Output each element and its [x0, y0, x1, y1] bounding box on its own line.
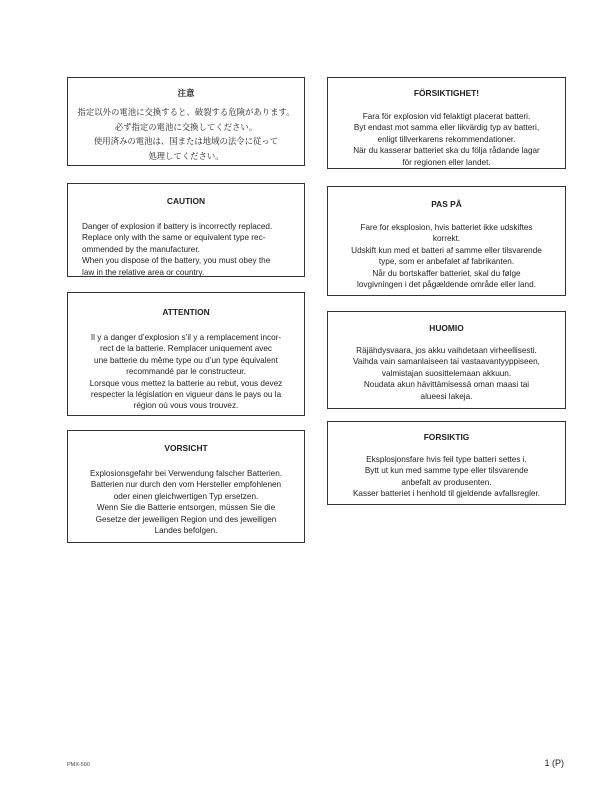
warning-line: Fare for eksplosion, hvis batteriet ikke udskiftes — [360, 223, 533, 232]
warning-line: une batterie du même type ou d’un type équivalent — [94, 355, 278, 365]
warning-box-swedish — [327, 77, 566, 169]
warning-title: FORSIKTIG — [423, 432, 470, 442]
warning-line: Byt endast mot samma eller likvärdig typ av batteri, — [353, 123, 540, 133]
warning-line: 必ず指定の電池に交換してください。 — [114, 121, 258, 132]
warning-title: FÖRSIKTIGHET! — [413, 88, 480, 98]
warning-line: valmistajan suosittelemaan akkuun. — [381, 368, 512, 378]
warning-line: ommended by the manufacturer. — [82, 244, 200, 254]
warning-line: Eksplosjonsfare hvis feil type batteri settes i. — [366, 455, 527, 464]
warning-line: När du kasserar batteriet ska du följa rådande lagar — [353, 146, 540, 156]
warning-line: respecter la législation en vigueur dans le pays ou la — [90, 390, 282, 400]
warning-line: Replace only with the same or equivalent type rec- — [82, 233, 266, 243]
warning-line: When you dispose of the battery, you must obey the — [82, 256, 271, 266]
warning-line: korrekt. — [432, 234, 461, 244]
warning-line: type, som er anbefalet af fabrikanten. — [378, 257, 515, 267]
warning-line: Batterien nur durch den vom Hersteller empfohlenen — [90, 480, 282, 490]
warning-line: 使用済みの電池は、国または地域の法令に従って — [93, 136, 279, 147]
warning-line: Vaihda vain samanlaiseen tai vastaavantyyppiseen, — [353, 357, 540, 367]
warning-title: CAUTION — [166, 196, 206, 206]
warning-line: Danger of explosion if battery is incorrectly replaced. — [82, 222, 273, 231]
page-number: 1 (P) — [544, 758, 564, 768]
warning-box-norwegian — [327, 421, 566, 505]
warning-line: Når du bortskaffer batteriet, skal du følge — [372, 268, 521, 278]
warning-line: anbefalt av produsenten. — [401, 477, 492, 487]
warning-line: Lorsque vous mettez la batterie au rebut, vous devez — [89, 378, 283, 388]
warning-line: Räjähdysvaara, jos akku vaihdetaan virheellisesti. — [356, 346, 537, 355]
warning-line: lovgivningen i det pågældende område eller land. — [357, 280, 536, 290]
warning-line: Explosionsgefahr bei Verwendung falscher Batterien. — [89, 469, 283, 478]
warning-line: oder einen gleichwertigen Typ ersetzen. — [113, 491, 259, 501]
model-number: PMX-500 — [67, 762, 90, 768]
warning-line: région où vous vous trouvez. — [133, 401, 239, 411]
warning-line: Bytt ut kun med samme type eller tilsvarende — [364, 466, 529, 476]
warning-box-finnish — [327, 311, 566, 409]
warning-line: recommandé par le constructeur. — [126, 367, 246, 377]
warning-line: Landes befolgen. — [154, 526, 218, 536]
warning-box-english — [67, 183, 305, 277]
warning-title: PAS PÅ — [431, 199, 462, 209]
warning-box-german — [67, 430, 305, 543]
warning-line: law in the relative area or country. — [82, 267, 205, 277]
warning-title: ATTENTION — [162, 307, 210, 317]
warning-line: för regionen eller landet. — [402, 157, 491, 167]
warning-box-danish — [327, 186, 566, 296]
warning-box-french — [67, 292, 305, 416]
warning-line: 処理してください。 — [148, 150, 224, 161]
warning-line: rect de la batterie. Remplacer uniquement avec — [99, 344, 273, 354]
warning-title: VORSICHT — [164, 443, 208, 453]
warning-line: alueesi lakeja. — [420, 391, 473, 401]
warning-line: Fara för explosion vid felaktigt placerat batteri. — [362, 112, 531, 121]
warning-line: Il y a danger d’explosion s’il y a remplacement incor- — [90, 333, 282, 342]
warning-line: Noudata akun hävittämisessä oman maasi tai — [363, 380, 530, 390]
warning-line: Wenn Sie die Batterie entsorgen, müssen Sie die — [96, 503, 276, 513]
warning-title: HUOMIO — [429, 323, 464, 333]
warning-box-japanese — [67, 77, 305, 166]
warning-line: Kasser batteriet i henhold til gjeldende avfallsregler. — [352, 489, 541, 499]
warning-title: 注意 — [177, 88, 195, 98]
warning-line: enligt tillverkarens rekommendationer. — [377, 134, 516, 144]
warning-line: Udskift kun med et batteri af samme eller tilsvarende — [351, 245, 542, 255]
warning-line: 指定以外の電池に交換すると、破裂する危険があります。 — [77, 107, 295, 117]
warning-line: Gesetze der jeweiligen Region und des jeweiligen — [95, 514, 277, 524]
